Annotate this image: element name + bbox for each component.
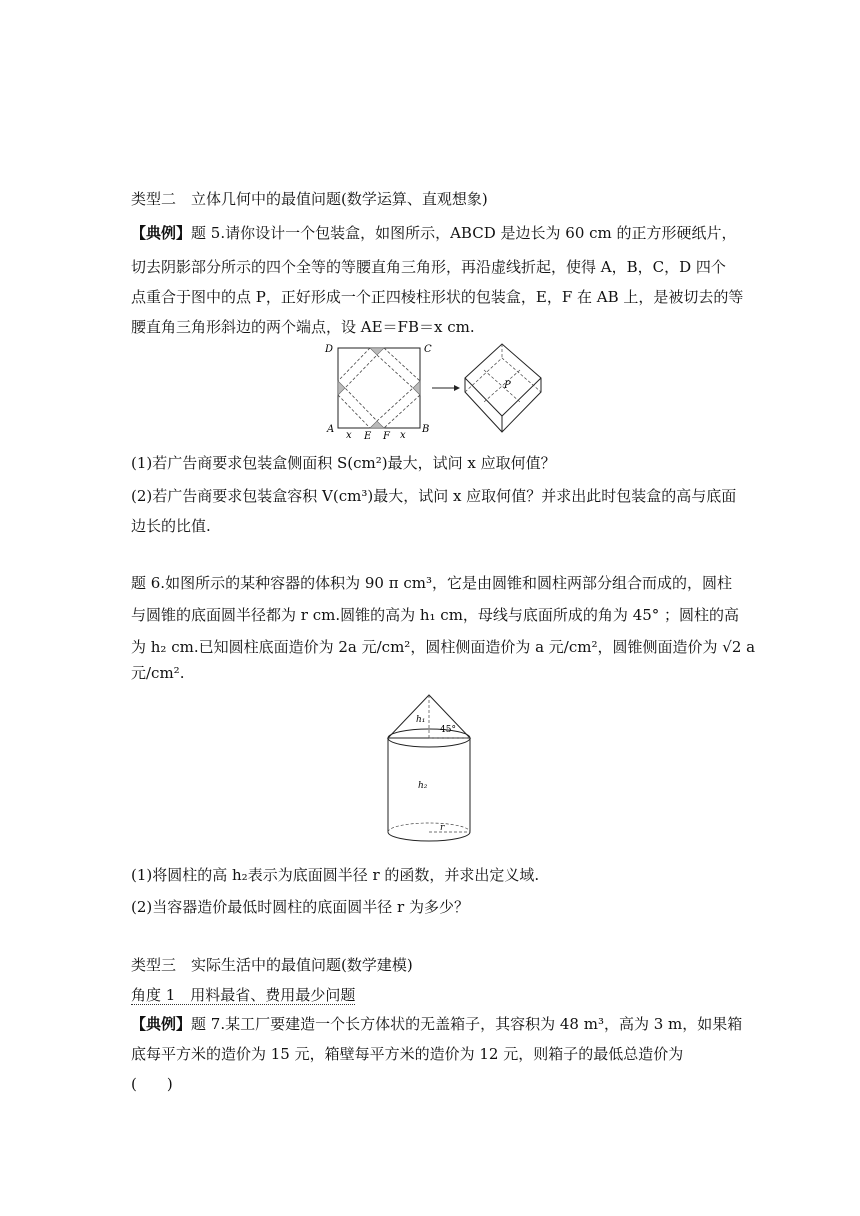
label-h2: h₂: [418, 781, 428, 791]
ex7-line2: 底每平方米的造价为 15 元，箱壁每平方米的造价为 12 元，则箱子的最低总造价为: [131, 1045, 684, 1063]
label-F: F: [383, 431, 390, 440]
cut-triangle-bottom: [370, 421, 384, 428]
label-E: E: [364, 431, 372, 440]
ex6-line3: 为 h₂ cm.已知圆柱底面造价为 2a 元/cm²，圆柱侧面造价为 a 元/cm²，圆锥侧面造价为 √2 a: [131, 638, 756, 656]
ex5-line1: [131, 223, 737, 243]
cut-triangle-left: [338, 381, 345, 395]
ex5-q1: (1)若广告商要求包装盒侧面积 S(cm²)最大，试问 x 应取何值？: [131, 454, 556, 472]
ex5-q2b: 边长的比值.: [131, 517, 211, 535]
label-C: C: [424, 344, 432, 355]
ex6-line4: 元/cm².: [131, 664, 185, 682]
angle1-text: 角度 1 用料最省、费用最少问题: [131, 986, 356, 1004]
ex5-line4: 腰直角三角形斜边的两个端点，设 AE＝FB＝x cm.: [131, 318, 475, 336]
ex5-line2: 切去阴影部分所示的四个全等的等腰直角三角形，再沿虚线折起，使得 A，B，C，D 四个: [131, 258, 726, 276]
ex5-figure: [320, 340, 560, 440]
label-D: D: [325, 344, 334, 355]
ex6-line1: 题 6.如图所示的某种容器的体积为 90 π cm³，它是由圆锥和圆柱两部分组合而成的，圆柱: [131, 574, 732, 592]
cut-triangle-top: [370, 348, 384, 355]
ex5-text1: 题 5.请你设计一个包装盒，如图所示，ABCD 是边长为 60 cm 的正方形硬纸片，: [191, 224, 737, 242]
label-x-left: x: [346, 430, 352, 440]
label-A: A: [327, 424, 335, 435]
ex7-text1: 题 7.某工厂要建造一个长方体状的无盖箱子，其容积为 48 m³，高为 3 m，如果箱: [191, 1015, 743, 1033]
ex6-q1: (1)将圆柱的高 h₂表示为底面圆半径 r 的函数，并求出定义域.: [131, 866, 540, 884]
ex5-tag: 【典例】: [131, 224, 192, 242]
ex7-tag: 【典例】: [131, 1015, 192, 1033]
ex6-figure: [380, 692, 480, 847]
ex6-q2: (2)当容器造价最低时圆柱的底面圆半径 r 为多少？: [131, 898, 469, 916]
label-P: P: [504, 380, 511, 391]
ex5-q2a: (2)若广告商要求包装盒容积 V(cm³)最大，试问 x 应取何值？并求出此时包装盒的高与底面: [131, 487, 737, 505]
label-x-right: x: [400, 430, 406, 440]
cut-triangle-right: [413, 381, 420, 395]
angle1-heading: [131, 985, 355, 1005]
type3-heading: 类型三 实际生活中的最值问题(数学建模): [131, 956, 413, 974]
ex5-line3: 点重合于图中的点 P，正好形成一个正四棱柱形状的包装盒，E，F 在 AB 上，是被切去的等: [131, 288, 744, 306]
label-r: r: [440, 823, 445, 833]
label-B: B: [422, 424, 430, 435]
label-angle: 45°: [440, 725, 456, 735]
ex6-line2: 与圆锥的底面圆半径都为 r cm.圆锥的高为 h₁ cm，母线与底面所成的角为 45° ；圆柱的高: [131, 606, 740, 624]
label-h1: h₁: [416, 715, 426, 725]
ex7-line1: [131, 1014, 742, 1034]
ex7-line3: ( ): [131, 1075, 173, 1093]
type2-heading: 类型二 立体几何中的最值问题(数学运算、直观想象): [131, 190, 488, 208]
